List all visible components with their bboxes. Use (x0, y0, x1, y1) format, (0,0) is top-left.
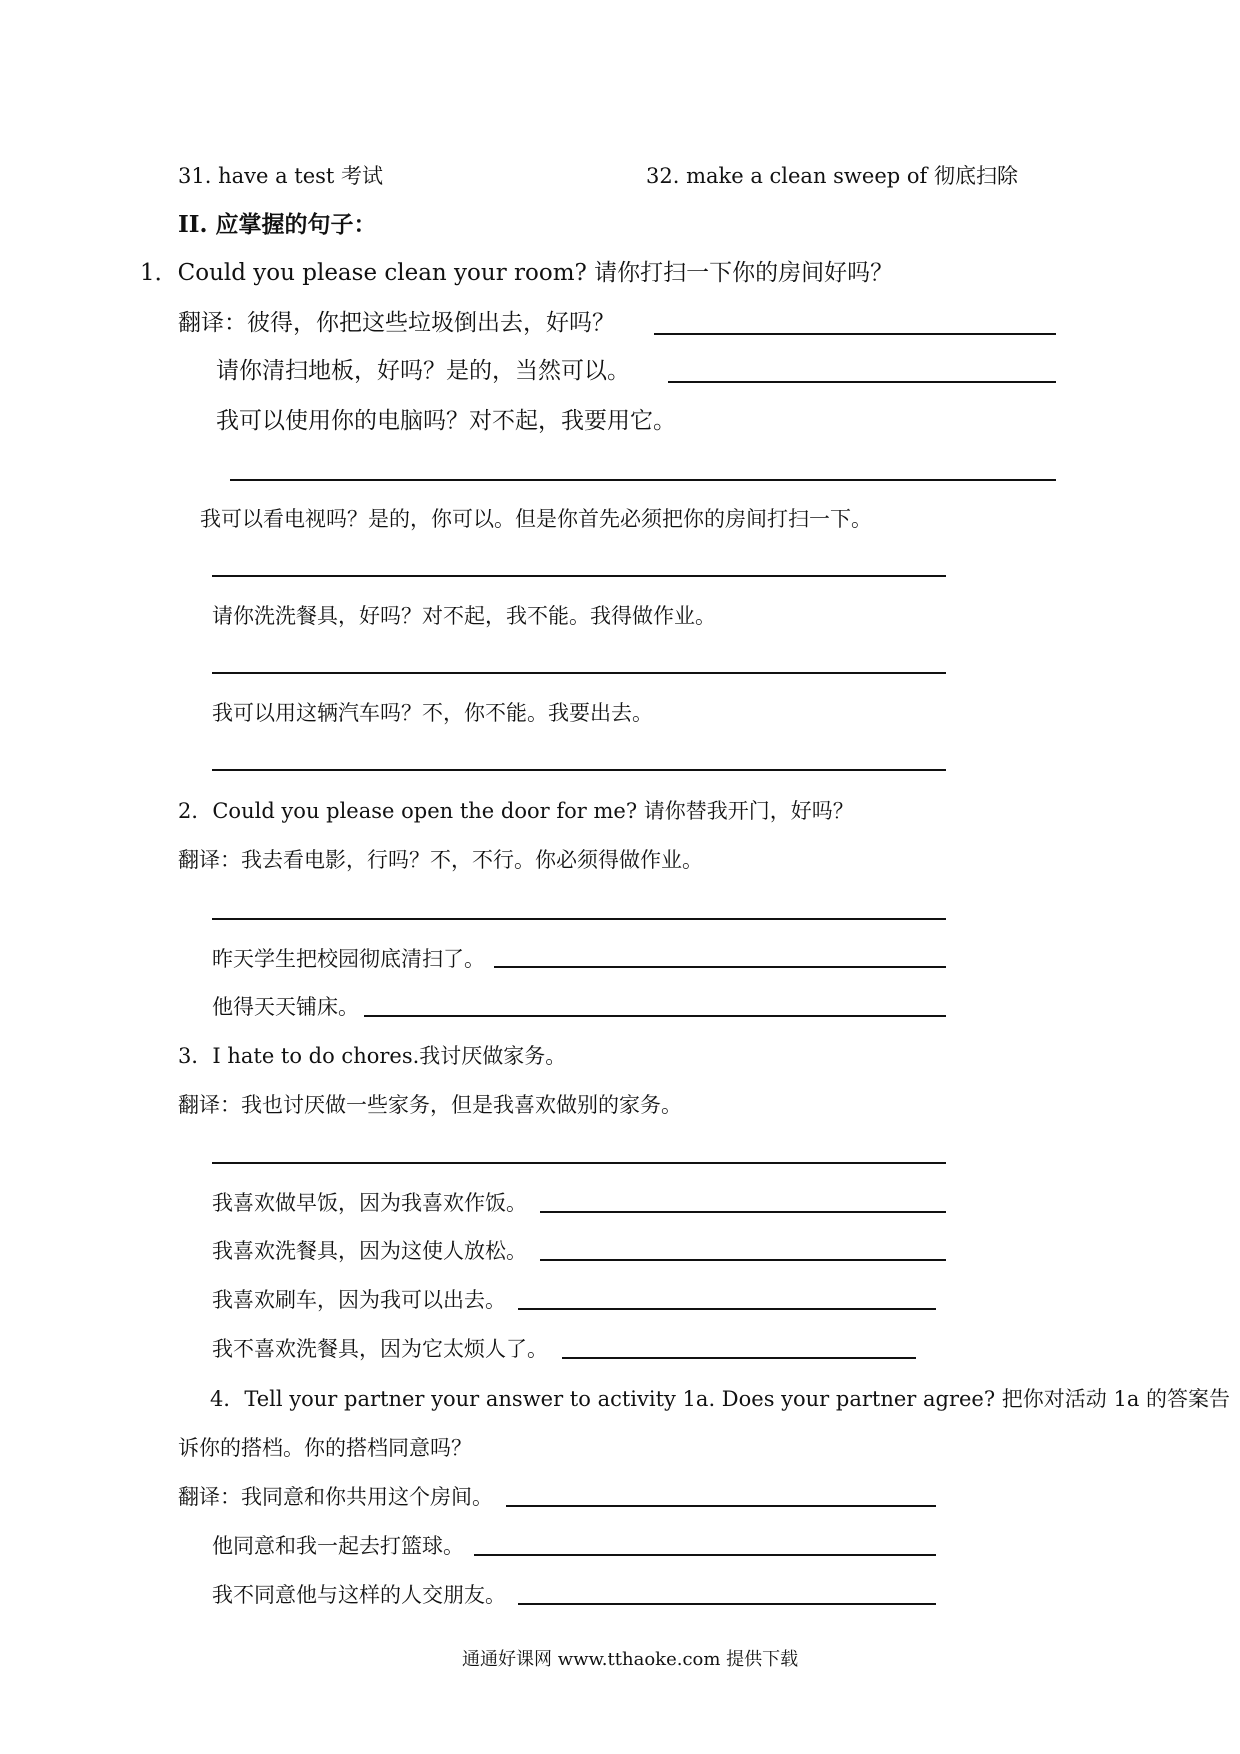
question-4-prompt-line-1: 4．Tell your partner your answer to activity 1a. Does your partner agree? 把你对活动 1a 的答案告 (210, 1387, 1231, 1411)
q1-translation-2 (216, 358, 630, 384)
q4-answer-blank-2[interactable] (474, 1554, 936, 1556)
q3-answer-blank-5[interactable] (562, 1357, 916, 1359)
q1-translation-2-text: 请你清扫地板，好吗？是的，当然可以。 (216, 358, 630, 384)
q1-answer-blank-4[interactable] (212, 575, 946, 577)
q3-translation-3-text: 我喜欢洗餐具，因为这使人放松。 (212, 1239, 527, 1263)
q4-answer-blank-1[interactable] (506, 1505, 936, 1507)
q4-answer-blank-3[interactable] (518, 1603, 936, 1605)
q1-answer-blank-5[interactable] (212, 672, 946, 674)
question-1-prompt: 1．Could you please clean your room? 请你打扫一下你的房间好吗？ (140, 260, 894, 286)
q1-translation-1 (178, 310, 615, 336)
q3-answer-blank-3[interactable] (540, 1259, 946, 1261)
q4-translation-2-text: 他同意和我一起去打篮球。 (212, 1534, 464, 1558)
q4-translation-1-text: 翻译：我同意和你共用这个房间。 (178, 1485, 493, 1509)
section-heading: II. 应掌握的句子： (178, 211, 377, 238)
q1-translation-3-text: 我可以使用你的电脑吗？对不起，我要用它。 (216, 408, 676, 434)
q3-translation-1-text: 翻译：我也讨厌做一些家务，但是我喜欢做别的家务。 (178, 1093, 682, 1117)
q1-translation-1-text: 翻译：彼得，你把这些垃圾倒出去，好吗？ (178, 310, 615, 336)
page-footer: 通通好课网 www.tthaoke.com 提供下载 (462, 1649, 799, 1670)
q1-answer-blank-1[interactable] (654, 333, 1056, 335)
q2-translation-3-text: 他得天天铺床。 (212, 995, 359, 1019)
q3-translation-2-text: 我喜欢做早饭，因为我喜欢作饭。 (212, 1191, 527, 1215)
vocab-item-31: 31. have a test 考试 (178, 164, 384, 188)
q3-translation-5-text: 我不喜欢洗餐具，因为它太烦人了。 (212, 1337, 548, 1361)
q2-translation-1-text: 翻译：我去看电影，行吗？不，不行。你必须得做作业。 (178, 848, 703, 872)
q1-answer-blank-6[interactable] (212, 769, 946, 771)
q3-translation-4-text: 我喜欢刷车，因为我可以出去。 (212, 1288, 506, 1312)
q2-answer-blank-2[interactable] (494, 966, 946, 968)
q1-answer-blank-3[interactable] (230, 479, 1056, 481)
vocab-item-32: 32. make a clean sweep of 彻底扫除 (646, 164, 1018, 188)
q1-answer-blank-2[interactable] (668, 381, 1056, 383)
q3-answer-blank-1[interactable] (212, 1162, 946, 1164)
question-2-prompt: 2．Could you please open the door for me? 请你替我开门，好吗？ (178, 799, 854, 823)
q1-translation-6-text: 我可以用这辆汽车吗？不，你不能。我要出去。 (212, 701, 653, 725)
q4-translation-3-text: 我不同意他与这样的人交朋友。 (212, 1583, 506, 1607)
q2-translation-2-text: 昨天学生把校园彻底清扫了。 (212, 947, 485, 971)
q1-translation-4-text: 我可以看电视吗？是的，你可以。但是你首先必须把你的房间打扫一下。 (200, 507, 872, 531)
q3-answer-blank-4[interactable] (518, 1308, 936, 1310)
q1-translation-5-text: 请你洗洗餐具，好吗？对不起，我不能。我得做作业。 (212, 604, 716, 628)
q2-answer-blank-3[interactable] (364, 1015, 946, 1017)
question-3-prompt: 3．I hate to do chores.我讨厌做家务。 (178, 1044, 567, 1068)
q3-answer-blank-2[interactable] (540, 1211, 946, 1213)
question-4-prompt-line-2: 诉你的搭档。你的搭档同意吗？ (178, 1436, 472, 1460)
q2-answer-blank-1[interactable] (212, 918, 946, 920)
